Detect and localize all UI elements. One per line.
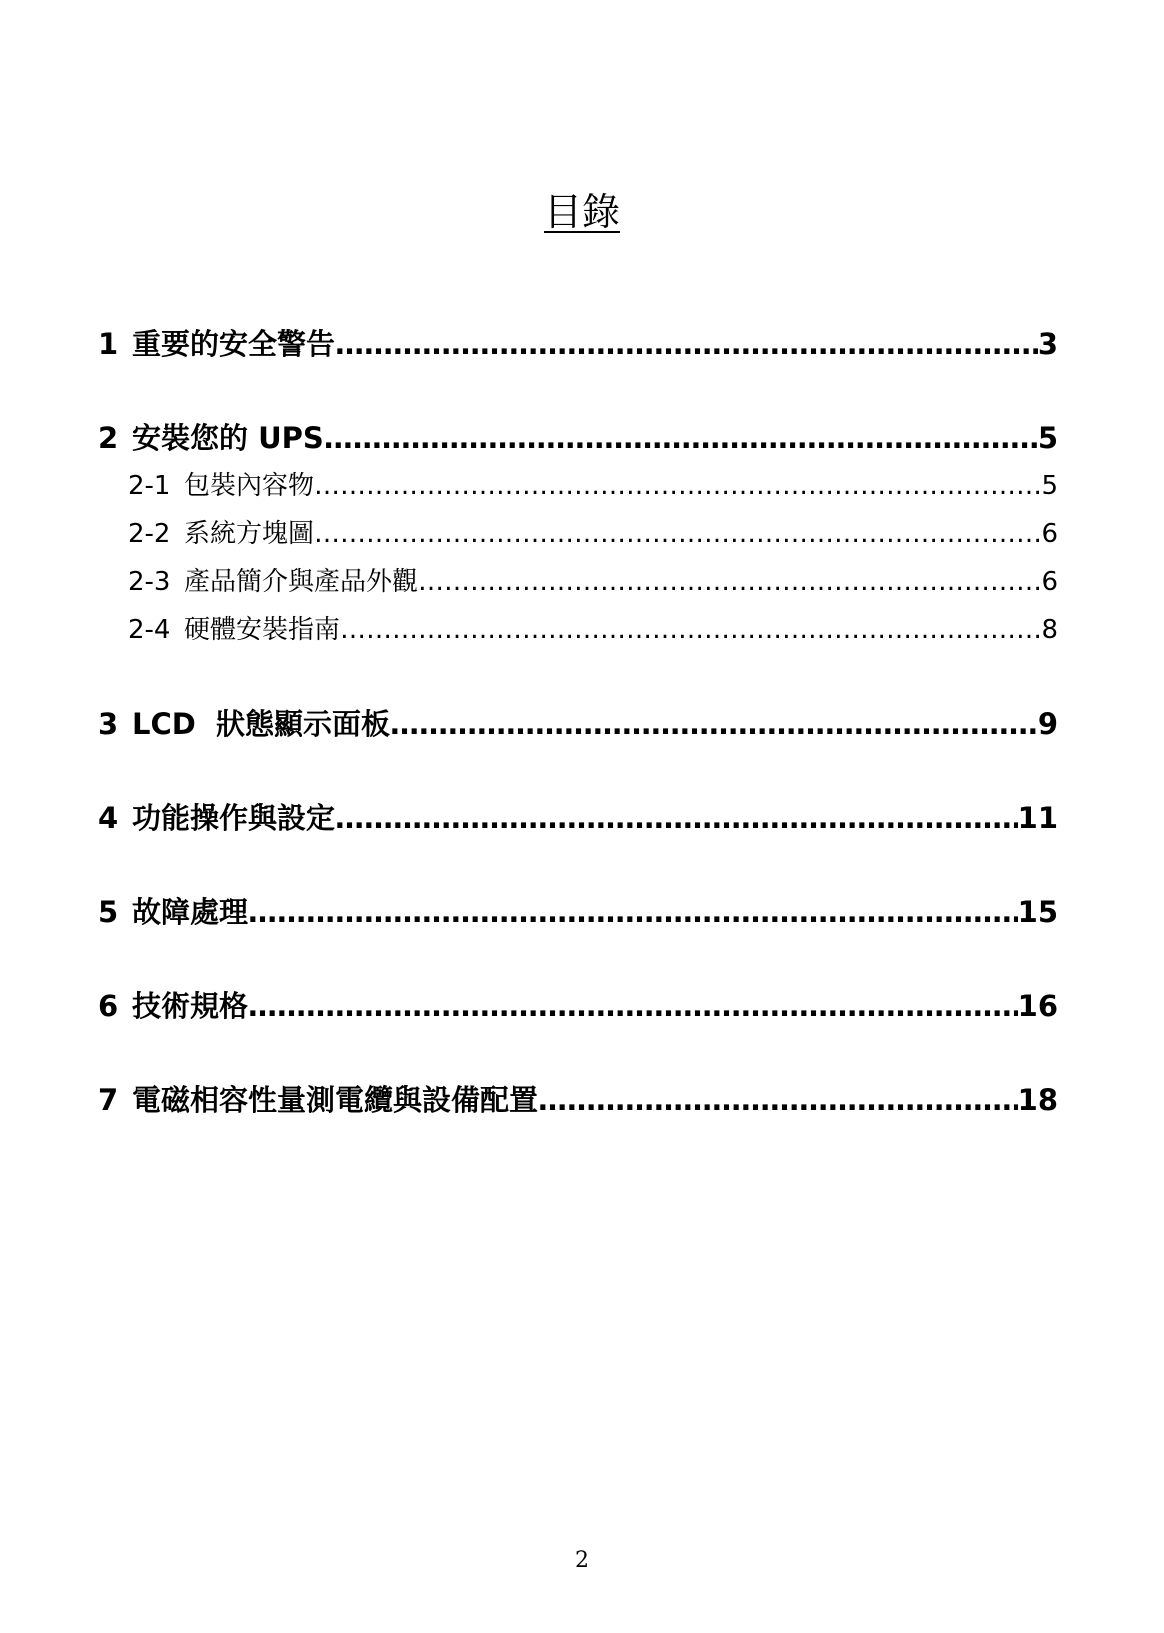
chapter-page-number: 3 [1037,327,1058,361]
section-title: 硬體安裝指南 [184,615,341,645]
section-page-number: 5 [1041,471,1058,501]
toc-chapter-3[interactable] [98,700,1058,748]
chapter-title: 技術規格 [132,989,249,1023]
toc-title: 目錄 [543,190,620,234]
chapter-number: 4 [98,801,119,835]
chapter-title: 安裝您的 UPS [132,421,324,455]
dot-leader [248,888,1018,936]
section-number: 2-1 [128,471,171,501]
chapter-number: 6 [98,989,119,1023]
chapter-number: 7 [98,1083,119,1117]
chapter-number: 2 [98,421,119,455]
toc-section-2-3[interactable] [98,558,1058,606]
section-title: 系統方塊圖 [184,519,315,549]
toc-section-2-2[interactable] [98,510,1058,558]
section-number: 2-3 [128,567,171,597]
dot-leader [324,414,1038,462]
section-title: 產品簡介與產品外觀 [184,567,419,597]
section-number: 2-2 [128,519,171,549]
chapter-page-number: 18 [1017,1083,1058,1117]
section-page-number: 8 [1041,615,1058,645]
section-title: 包裝內容物 [184,471,315,501]
dot-leader [335,320,1038,368]
toc-chapter-7[interactable] [98,1076,1058,1124]
toc-section-2-4[interactable] [98,606,1058,654]
chapter-number: 5 [98,895,119,929]
toc-chapter-4[interactable] [98,794,1058,842]
section-number: 2-4 [128,615,171,645]
dot-leader [538,1076,1018,1124]
chapter-page-number: 11 [1017,801,1058,835]
chapter-page-number: 16 [1017,989,1058,1023]
dot-leader [314,462,1041,510]
chapter-page-number: 9 [1037,707,1058,741]
dot-leader [248,982,1018,1030]
chapter-page-number: 15 [1017,895,1058,929]
chapter-page-number: 5 [1037,421,1058,455]
page-number: 2 [575,1548,589,1573]
section-page-number: 6 [1041,567,1058,597]
dot-leader [418,558,1041,606]
toc-chapter-2[interactable] [98,414,1058,462]
toc-chapter-1[interactable] [98,320,1058,368]
dot-leader [335,794,1018,842]
toc-section-2-1[interactable] [98,462,1058,510]
section-page-number: 6 [1041,519,1058,549]
chapter-title: 故障處理 [132,895,249,929]
dot-leader [340,606,1041,654]
dot-leader [390,700,1038,748]
toc-chapter-5[interactable] [98,888,1058,936]
chapter-title: 重要的安全警告 [132,327,336,361]
chapter-title: 功能操作與設定 [132,801,336,835]
table-of-contents [98,320,1058,1124]
chapter-number: 3 [98,707,119,741]
chapter-title: 電磁相容性量測電纜與設備配置 [132,1083,539,1117]
toc-chapter-6[interactable] [98,982,1058,1030]
chapter-title: LCD 狀態顯示面板 [132,707,391,741]
dot-leader [314,510,1041,558]
chapter-number: 1 [98,327,119,361]
